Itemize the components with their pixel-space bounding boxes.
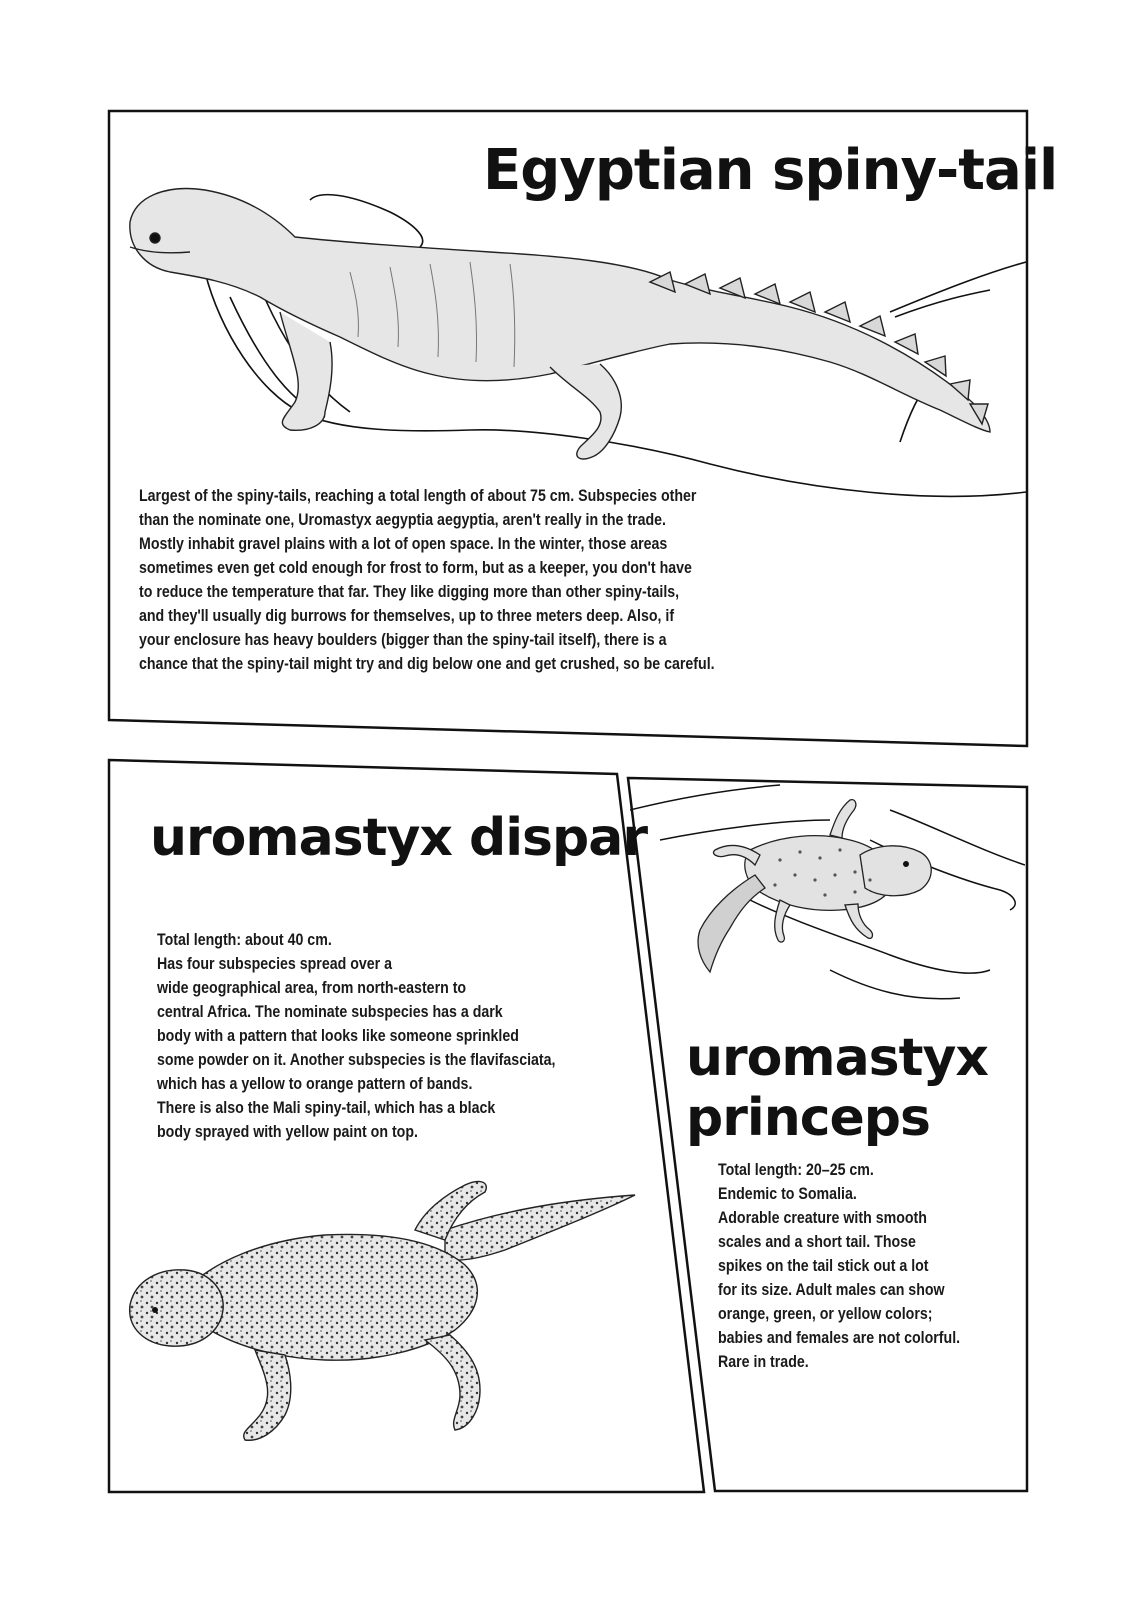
- uromastyx-dispar-illustration: [125, 1170, 655, 1470]
- lizard-dispar-drawing: [130, 1181, 635, 1440]
- dispar-line-3: wide geographical area, from north-eastern to: [157, 979, 467, 997]
- princeps-line-6: for its size. Adult males can show: [718, 1281, 945, 1299]
- egyptian-line-3: Mostly inhabit gravel plains with a lot of open space. In the winter, those areas: [139, 535, 668, 553]
- dispar-line-1: Total length: about 40 cm.: [157, 931, 332, 949]
- dispar-line-9: body sprayed with yellow paint on top.: [157, 1123, 418, 1141]
- egyptian-line-6: and they'll usually dig burrows for themselves, up to three meters deep. Also, if: [139, 607, 675, 625]
- dispar-line-6: some powder on it. Another subspecies is the flavifasciata,: [157, 1051, 556, 1069]
- lizard-body: [130, 189, 990, 459]
- dispar-line-8: There is also the Mali spiny-tail, which has a black: [157, 1099, 496, 1117]
- princeps-line-9: Rare in trade.: [718, 1353, 809, 1371]
- princeps-description: [718, 1158, 960, 1374]
- lizard-princeps-drawing: [698, 800, 931, 972]
- egyptian-line-5: to reduce the temperature that far. They like digging more than other spiny-tails,: [139, 583, 680, 601]
- dispar-line-7: which has a yellow to orange pattern of bands.: [157, 1075, 473, 1093]
- dispar-title: uromastyx dispar: [150, 808, 647, 868]
- egyptian-line-2: than the nominate one, Uromastyx aegyptia aegyptia, aren't really in the trade.: [139, 511, 666, 529]
- egyptian-line-1: Largest of the spiny-tails, reaching a total length of about 75 cm. Subspecies other: [139, 487, 697, 505]
- princeps-title-line-1: uromastyx: [686, 1028, 988, 1088]
- princeps-line-2: Endemic to Somalia.: [718, 1185, 857, 1203]
- dispar-description: [157, 928, 555, 1144]
- eye-icon: [152, 1307, 158, 1313]
- dispar-line-4: central Africa. The nominate subspecies has a dark: [157, 1003, 503, 1021]
- princeps-line-7: orange, green, or yellow colors;: [718, 1305, 933, 1323]
- princeps-line-3: Adorable creature with smooth: [718, 1209, 927, 1227]
- eye-icon: [903, 861, 909, 867]
- egyptian-description: [139, 484, 715, 676]
- egyptian-line-4: sometimes even get cold enough for frost to form, but as a keeper, you don't have: [139, 559, 692, 577]
- princeps-line-5: spikes on the tail stick out a lot: [718, 1257, 929, 1275]
- princeps-title: [686, 1028, 988, 1148]
- princeps-line-1: Total length: 20–25 cm.: [718, 1161, 874, 1179]
- dispar-line-2: Has four subspecies spread over a: [157, 955, 393, 973]
- dispar-line-5: body with a pattern that looks like someone sprinkled: [157, 1027, 519, 1045]
- uromastyx-princeps-illustration: [630, 780, 1025, 1030]
- princeps-line-8: babies and females are not colorful.: [718, 1329, 961, 1347]
- egyptian-title: Egyptian spiny-tail: [483, 138, 1058, 203]
- princeps-title-line-2: princeps: [686, 1088, 930, 1148]
- egyptian-line-7: your enclosure has heavy boulders (bigger than the spiny-tail itself), there is a: [139, 631, 667, 649]
- princeps-line-4: scales and a short tail. Those: [718, 1233, 916, 1251]
- egyptian-line-8: chance that the spiny-tail might try and dig below one and get crushed, so be careful.: [139, 655, 715, 673]
